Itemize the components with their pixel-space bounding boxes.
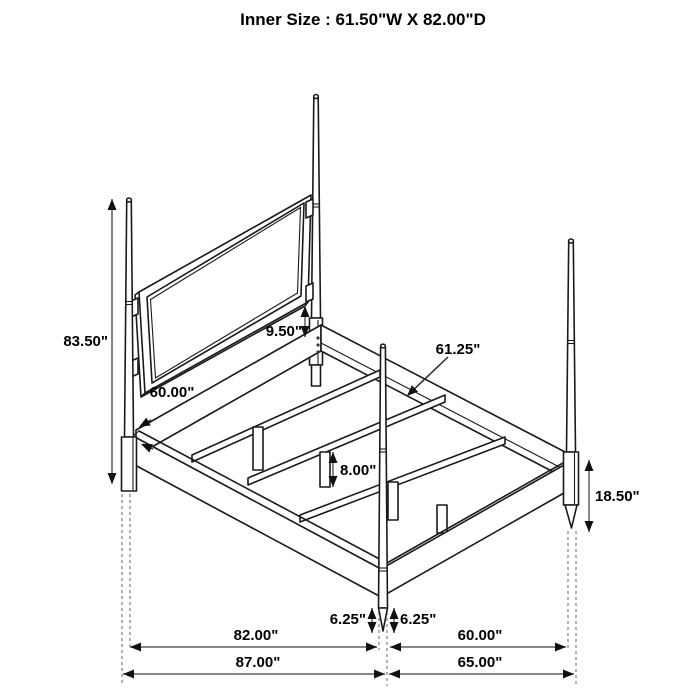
- headboard-tab: [306, 199, 313, 218]
- dim-foot-post-height: [585, 460, 640, 532]
- dim-foot-taper-left: [330, 608, 377, 633]
- dim-foot-inner-width: [390, 627, 566, 652]
- dim-headboard-post-height: [63, 199, 116, 484]
- dim-foot-taper-right: [390, 608, 437, 633]
- dim-inner-depth: [130, 627, 377, 652]
- dim-overall-width: [389, 654, 574, 679]
- foot-inner-width-label: 60.00": [457, 627, 503, 644]
- headboard-panel-gap-label: 9.50": [265, 323, 302, 340]
- head-left-post: [122, 198, 137, 491]
- foot-taper-right-label: 6.25": [400, 611, 437, 628]
- inner-depth-label: 82.00": [233, 627, 279, 644]
- foot-right-post: [564, 239, 579, 528]
- overall-depth-label: 87.00": [235, 654, 281, 671]
- slat-length-label: 61.25": [435, 341, 481, 358]
- headboard-width-label: 60.00": [149, 384, 195, 401]
- foot-left-post: [379, 344, 388, 631]
- diagram-title: Inner Size : 61.50"W X 82.00"D: [240, 10, 486, 29]
- foot-taper-left-label: 6.25": [329, 611, 366, 628]
- dim-support-leg-height: [329, 452, 377, 487]
- overall-width-label: 65.00": [457, 654, 503, 671]
- dim-overall-depth: [123, 654, 385, 679]
- headboard-post-height-label: 83.50": [63, 333, 108, 350]
- support-leg-height-label: 8.00": [340, 462, 377, 479]
- foot-post-height-label: 18.50": [595, 488, 640, 505]
- headboard-tab: [306, 283, 313, 302]
